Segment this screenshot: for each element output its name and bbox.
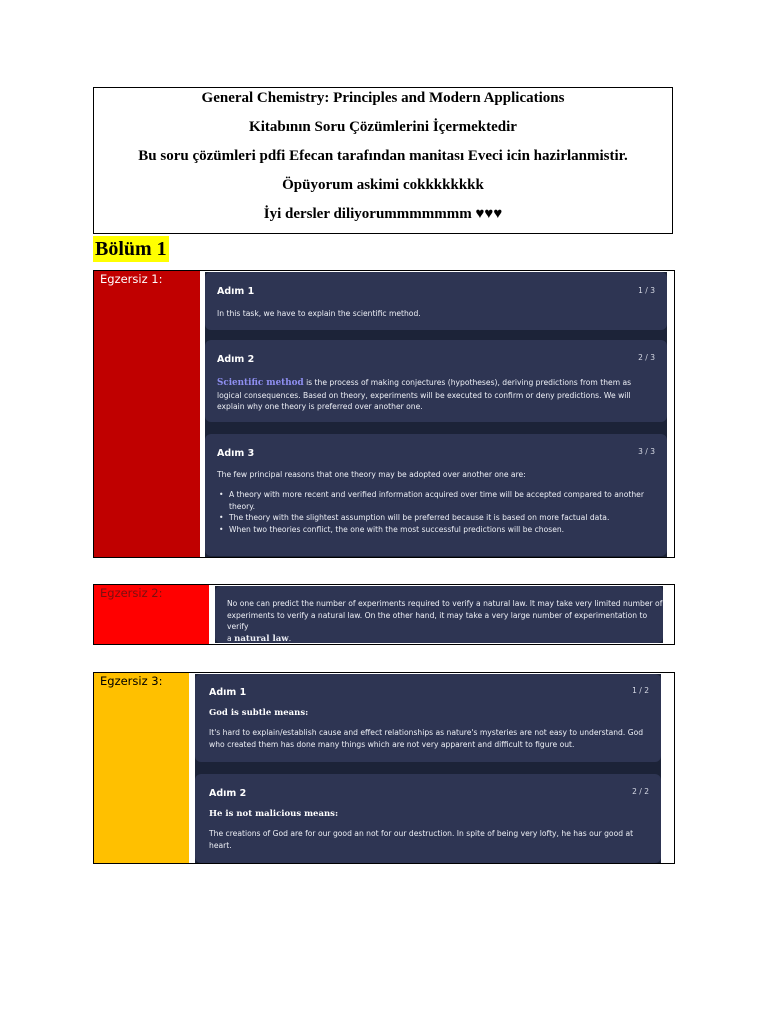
term-highlight: natural law (234, 634, 289, 645)
title-box (93, 87, 673, 234)
step-counter: 1 / 3 (638, 286, 655, 295)
step-subtitle: God is subtle means: (209, 708, 309, 718)
text-fragment: heart. (209, 840, 232, 850)
step-card (205, 340, 667, 422)
text-fragment: . (288, 634, 292, 644)
term-highlight: Scientific method (217, 378, 304, 388)
step-subtitle: He is not malicious means: (209, 809, 339, 819)
list-item: • A theory with more recent and verified information acquired over time will be accepted compared to another theory. (217, 489, 657, 512)
book-title: General Chemistry: Principles and Modern Applications (201, 90, 565, 106)
text-fragment: The creations of God are for our good an not for our destruction. In spite of being very lofty, he has our good at (209, 829, 634, 838)
solution-panel (215, 586, 663, 643)
text-fragment: logical consequences. Based on theory, experiments will be executed to confirm or deny predictions. We will (217, 390, 631, 400)
step-title: Adım 3 (217, 448, 255, 459)
step-counter: 1 / 2 (632, 686, 649, 695)
subtitle-line: Kitabının Soru Çözümlerini İçermektedir (249, 119, 517, 135)
step-counter: 2 / 2 (632, 787, 649, 796)
step-counter: 3 / 3 (638, 447, 655, 456)
message-line: Öpüyorum askimi cokkkkkkkk (282, 177, 484, 193)
step-card (195, 674, 661, 762)
author-line: Bu soru çözümleri pdfi Efecan tarafından manitası Eveci icin hazirlanmistir. (138, 148, 628, 164)
exercise-3-label-cell (94, 673, 189, 863)
text-fragment: a (227, 634, 235, 644)
text-fragment: who created them has done many things which are not very apparent and difficult to figure out. (209, 739, 575, 749)
step-title: Adım 2 (209, 788, 247, 799)
text-fragment: is the process of making conjectures (hypotheses), deriving predictions from them as (303, 378, 632, 387)
exercise-3 (93, 672, 675, 864)
exercise-2 (93, 584, 675, 645)
exercise-2-label-cell (94, 585, 209, 644)
step-text (217, 377, 631, 413)
reason-list (217, 489, 657, 536)
exercise-3-label: Egzersiz 3: (100, 674, 163, 688)
answer-card (215, 586, 663, 643)
wishes-line: İyi dersler diliyorummmmmmm ♥♥♥ (263, 206, 503, 222)
text-fragment: No one can predict the number of experiments required to verify a natural law. It may take very limited number of (227, 599, 663, 608)
step-title: Adım 2 (217, 354, 255, 365)
step-text (209, 828, 633, 851)
step-title: Adım 1 (209, 687, 247, 698)
step-counter: 2 / 3 (638, 353, 655, 362)
text-fragment: explain why one theory is preferred over another one. (217, 402, 423, 412)
step-card (205, 434, 667, 556)
step-card (205, 272, 667, 330)
step-card (195, 774, 661, 863)
exercise-1-label: Egzersiz 1: (100, 272, 163, 286)
text-fragment: experiments to verify a natural law. On the other hand, it may take a very large number of experimentation to verify (227, 610, 648, 632)
answer-text (227, 598, 663, 646)
list-item: • The theory with the slightest assumption will be preferred because it is based on more factual data. (217, 512, 657, 524)
solution-panel (205, 272, 667, 557)
step-intro: The few principal reasons that one theory may be adopted over another one are: (217, 470, 526, 479)
exercise-1 (93, 270, 675, 558)
section-heading: Bölüm 1 (95, 238, 167, 260)
step-text: In this task, we have to explain the scientific method. (217, 309, 421, 318)
text-fragment: It's hard to explain/establish cause and effect relationships as nature's mysteries are not easy to understand. God (209, 728, 644, 737)
step-text (209, 727, 643, 750)
exercise-2-label: Egzersiz 2: (100, 586, 163, 600)
solution-panel (195, 674, 661, 863)
step-title: Adım 1 (217, 286, 255, 297)
exercise-1-label-cell (94, 271, 200, 557)
list-item: • When two theories conflict, the one with the most successful predictions will be chosen. (217, 524, 657, 536)
